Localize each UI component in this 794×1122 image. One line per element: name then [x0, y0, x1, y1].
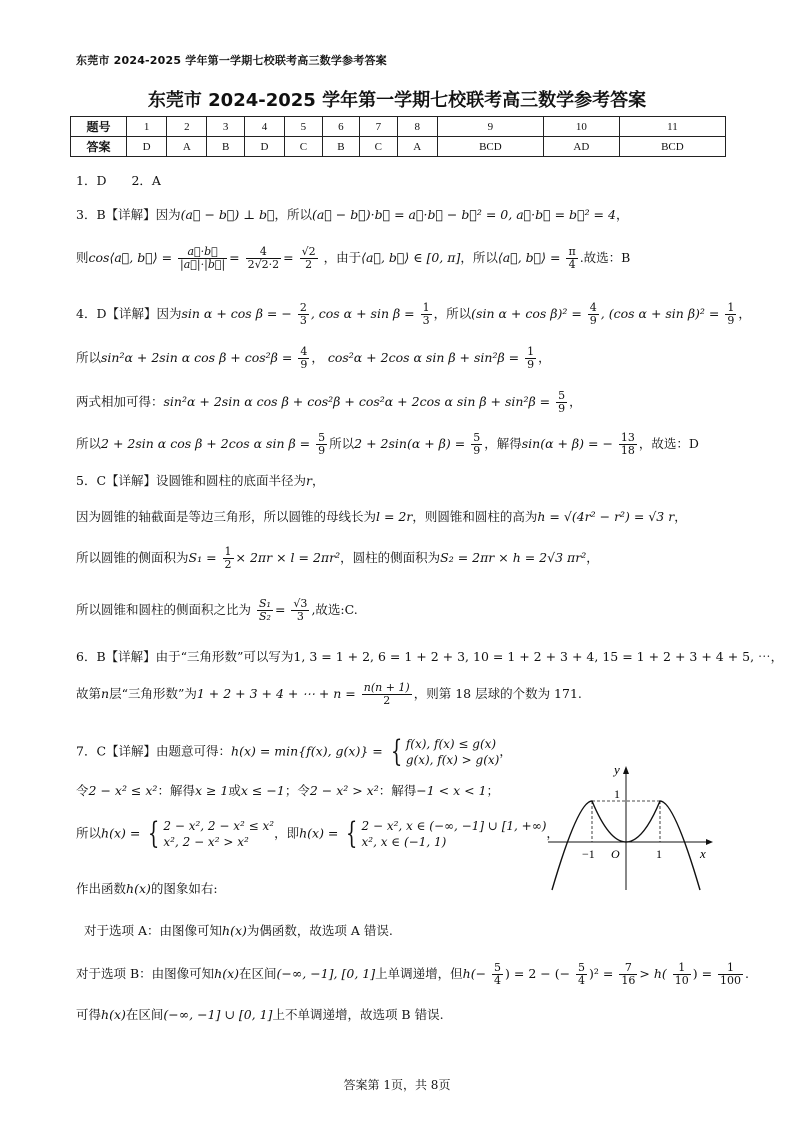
fraction: $\frac{\pi}{4}$ — [568, 245, 576, 271]
q4-line-c — [76, 390, 582, 415]
table-cell: 6 — [322, 117, 359, 137]
table-cell: A — [397, 137, 437, 157]
math: h = √(4r² − r²) = √3 r — [537, 509, 675, 524]
text: 所以圆锥的侧面积为 — [76, 550, 189, 565]
text: .故选：B — [579, 250, 631, 265]
text: . — [745, 966, 750, 981]
q5-line-b — [76, 508, 687, 526]
text: 在区间 — [125, 1007, 164, 1022]
tick-y1: 1 — [614, 787, 620, 801]
piecewise: { 2 − x², 2 − x² ≤ x² x², 2 − x² > x² — [148, 816, 275, 851]
math: > h( — [639, 966, 667, 981]
math: cos²α + 2cos α sin β + sin²β = — [327, 350, 520, 365]
math: = — [274, 602, 286, 617]
text: ,故选:C. — [311, 602, 358, 617]
q6-line-a — [76, 648, 783, 666]
q3-line-a — [76, 206, 628, 224]
text: ， — [770, 649, 784, 664]
text: ，所以 — [433, 306, 472, 321]
header-small-title: 东莞市 2024-2025 学年第一学期七校联考高三数学参考答案 — [76, 54, 387, 67]
x-label: x — [700, 846, 706, 861]
text: ，所以 — [274, 207, 312, 222]
table-row — [71, 117, 726, 137]
fraction: $\frac{1}{10}$ — [674, 961, 689, 987]
fraction: $\frac{a⃗\cdot b⃗}{|a⃗|\cdot|b⃗|}$ — [180, 245, 226, 271]
math: S₂ = 2πr × h = 2√3 πr² — [440, 550, 587, 565]
text: 对于选项 B：由图像可知 — [76, 966, 215, 981]
math: ) = 2 − (− — [505, 966, 571, 981]
text: ， — [674, 509, 687, 524]
row-header: 题号 — [71, 117, 127, 137]
math: −1 < x < 1 — [416, 783, 487, 798]
math: , (cos α + sin β)² = — [600, 306, 720, 321]
text: 5．C【详解】设圆锥和圆柱的底面半径为 — [76, 473, 307, 488]
text: 6．B【详解】由于“三角形数”可以写为 — [76, 649, 294, 664]
q7-line-e — [84, 922, 393, 940]
row-header: 答案 — [71, 137, 127, 157]
fraction: $\frac{1}{100}$ — [720, 961, 742, 987]
tick-pos1: 1 — [656, 847, 662, 861]
math: ⟨a⃗, b⃗⟩ ∈ [0, π] — [361, 250, 461, 265]
q5-line-c — [76, 546, 599, 571]
text: ， — [615, 207, 629, 222]
fraction: $\frac{4}{9}$ — [300, 345, 308, 371]
answer-table — [70, 116, 726, 157]
math: n — [101, 686, 110, 701]
text: ，解得 — [484, 436, 522, 451]
fraction: $\frac{\text{S₁}}{\text{S₂}}$ — [259, 597, 271, 623]
text: 上单调递增，但 — [375, 966, 463, 981]
fraction: $\frac{4}{9}$ — [589, 301, 597, 327]
table-cell: C — [285, 137, 322, 157]
fraction: $\frac{5}{9}$ — [473, 431, 481, 457]
q7-line-g — [76, 1006, 444, 1024]
text: ，圆柱的侧面积为 — [340, 550, 441, 565]
fraction: $\frac{5}{9}$ — [318, 431, 326, 457]
table-cell: 8 — [397, 117, 437, 137]
text: 因为圆锥的轴截面是等边三角形，所以圆锥的母线长为 — [76, 509, 377, 524]
math: sin α + cos β = − — [181, 306, 292, 321]
fraction: $\frac{5}{4}$ — [578, 961, 586, 987]
q7-line-b — [76, 782, 499, 800]
y-axis-arrow — [623, 766, 629, 774]
fraction: $\frac{√3}{3}$ — [293, 597, 308, 623]
fraction: $\frac{1}{3}$ — [422, 301, 430, 327]
table-cell: 11 — [619, 117, 725, 137]
text: 两式相加可得： — [76, 394, 164, 409]
math: r — [306, 473, 313, 488]
text: ，由于 — [323, 250, 362, 265]
x-axis-arrow — [706, 839, 713, 845]
table-cell: 3 — [207, 117, 244, 137]
text: 层“三角形数”为 — [109, 686, 197, 701]
math: (−∞, −1] ∪ [0, 1] — [163, 1007, 273, 1022]
text: 所以 — [76, 825, 102, 841]
text: 所以 — [329, 436, 355, 451]
text: 对于选项 A：由图像可知 — [84, 923, 223, 938]
math: l = 2r — [376, 509, 413, 524]
q4-line-a — [76, 302, 751, 327]
q7-line-c — [76, 818, 559, 850]
table-cell: D — [244, 137, 284, 157]
fraction: $\frac{1}{2}$ — [224, 545, 232, 571]
q3-line-b: 则cos⟨a⃗, b⃗⟩ = $\frac{a⃗\cdot b⃗}{|a⃗|\cdot|b⃗|}$ = $\frac{4}{2√2\cdot 2}$ = $\frac{√2}{2}$ ，由于⟨a⃗, b⃗⟩ ∈ [0, π]，所以⟨a⃗, b⃗⟩ = $\frac{\pi}{4}$ .故选：B — [76, 245, 631, 271]
text: 可得 — [76, 1007, 102, 1022]
table-cell: A — [167, 137, 207, 157]
text: ，故选：D — [638, 436, 699, 451]
math: (a⃗ − b⃗) ⊥ b⃗ — [180, 207, 275, 222]
math: h(x) — [214, 966, 240, 981]
table-cell: AD — [543, 137, 619, 157]
fraction: $\frac{√2}{2}$ — [301, 245, 316, 271]
page-title: 东莞市 2024-2025 学年第一学期七校联考高三数学参考答案 — [147, 90, 647, 111]
math: h(x) — [101, 1007, 126, 1022]
math: sin²α + 2sin α cos β + cos²β = — [101, 350, 293, 365]
answer-line-1-2: 1．D 2．A — [76, 173, 161, 188]
table-cell: BCD — [437, 137, 543, 157]
text: ，则圆锥和圆柱的高为 — [412, 509, 538, 524]
function-graph — [548, 760, 718, 895]
text: 所以圆锥和圆柱的侧面积之比为 — [76, 602, 252, 617]
piecewise: { f(x), f(x) ≤ g(x) g(x), f(x) > g(x) — [390, 734, 500, 769]
text: 为偶函数，故选项 A 错误. — [246, 923, 393, 938]
table-cell: 1 — [127, 117, 167, 137]
y-label: y — [614, 762, 620, 777]
text: ：解得 — [157, 783, 195, 798]
math: sin(α + β) = − — [521, 436, 613, 451]
table-cell: 7 — [360, 117, 397, 137]
text: ， — [569, 394, 582, 409]
text: ， — [538, 350, 551, 365]
table-row — [71, 137, 726, 157]
fraction: $\frac{5}{4}$ — [494, 961, 502, 987]
math: x ≤ −1 — [240, 783, 285, 798]
math: h(− — [462, 966, 487, 981]
q4-line-b: 所以sin²α + 2sin α cos β + cos²β = $\frac{4}{9}$ ， cos²α + 2cos α sin β + sin²β = $\frac{1}{9}$ ， — [76, 345, 551, 371]
math: (a⃗ − b⃗)·b⃗ = a⃗·b⃗ − b⃗² = 0, a⃗·b⃗ = b⃗² = 4 — [312, 207, 616, 222]
fraction: $\frac{5}{9}$ — [558, 389, 566, 415]
math: S₁ = — [188, 550, 217, 565]
table-cell: B — [207, 137, 244, 157]
fraction: $\frac{1}{9}$ — [727, 301, 735, 327]
text: ， — [586, 550, 599, 565]
math: h(x) — [222, 923, 247, 938]
math: , cos α + sin β = — [310, 306, 415, 321]
text: 故第 — [76, 686, 102, 701]
piecewise: { 2 − x², x ∈ (−∞, −1] ∪ [1, +∞) x², x ∈ (−1, 1) — [346, 816, 547, 851]
page-footer: 答案第 1页，共 8页 — [343, 1078, 451, 1092]
text: 的图象如右: — [150, 881, 218, 896]
math: 2 − x² ≤ x² — [88, 783, 158, 798]
math: ⟨a⃗, b⃗⟩ = — [497, 250, 561, 265]
math: × 2πr × l = 2πr² — [235, 550, 341, 565]
text: 所以 — [76, 436, 102, 451]
text: ； — [486, 783, 500, 798]
q7-line-a — [76, 736, 512, 768]
math: (−∞, −1], [0, 1] — [276, 966, 376, 981]
table-cell: C — [360, 137, 397, 157]
table-cell: 10 — [543, 117, 619, 137]
text: ， — [312, 473, 325, 488]
math: cos⟨a⃗, b⃗⟩ = — [88, 250, 173, 265]
table-cell: B — [322, 137, 359, 157]
text: 作出函数 — [76, 881, 127, 896]
math: sin²α + 2sin α cos β + cos²β + cos²α + 2cos α sin β + sin²β = — [163, 394, 551, 409]
q7-line-f — [76, 962, 749, 987]
q4-line-d — [76, 432, 699, 457]
text: ， — [738, 306, 751, 321]
math: )² = — [589, 966, 614, 981]
fraction: $\frac{2}{3}$ — [299, 301, 307, 327]
math: 2 − x² > x² — [309, 783, 379, 798]
math: 1, 3 = 1 + 2, 6 = 1 + 2 + 3, 10 = 1 + 2 + 3 + 4, 15 = 1 + 2 + 3 + 4 + 5, ⋯ — [293, 649, 771, 664]
text: 3．B【详解】因为 — [76, 207, 181, 222]
math: h(x) = min{f(x), g(x)} = — [231, 743, 383, 759]
q5-line-d — [76, 598, 358, 623]
math: 2 + 2sin α cos β + 2cos α sin β = — [101, 436, 311, 451]
text: ，即 — [274, 825, 300, 841]
fraction: $\frac{n(n + 1)}{2}$ — [363, 681, 410, 707]
text: 则 — [76, 250, 89, 265]
text: ；令 — [284, 783, 310, 798]
math: h(x) — [126, 881, 151, 896]
text: ：解得 — [378, 783, 417, 798]
math: x ≥ 1 — [194, 783, 229, 798]
tick-neg1: −1 — [582, 847, 595, 861]
fraction: $\frac{1}{9}$ — [527, 345, 535, 371]
math: ) = — [692, 966, 713, 981]
text: 或 — [228, 783, 241, 798]
text: 令 — [76, 783, 89, 798]
fraction: $\frac{13}{18}$ — [620, 431, 635, 457]
q5-line-a — [76, 472, 325, 490]
table-cell: 9 — [437, 117, 543, 137]
math: 2 + 2sin(α + β) = — [354, 436, 466, 451]
text: ，则第 18 层球的个数为 171. — [413, 686, 582, 701]
math: 1 + 2 + 3 + 4 + ⋯ + n = — [196, 686, 356, 701]
text: ，所以 — [460, 250, 498, 265]
origin-label: O — [611, 847, 620, 861]
table-cell: 4 — [244, 117, 284, 137]
q6-line-b — [76, 682, 582, 707]
table-cell: D — [127, 137, 167, 157]
text: 7．C【详解】由题意可得： — [76, 743, 232, 759]
text: ， — [499, 743, 512, 759]
math: (sin α + cos β)² = — [471, 306, 582, 321]
fraction: $\frac{7}{16}$ — [621, 961, 636, 987]
text: ， — [546, 825, 559, 841]
table-cell: 5 — [285, 117, 322, 137]
fraction: $\frac{4}{2√2\cdot 2}$ — [247, 245, 280, 271]
text: 4．D【详解】因为 — [76, 306, 182, 321]
text: 在区间 — [239, 966, 277, 981]
math: h(x) = — [101, 825, 141, 841]
text: 所以 — [76, 350, 102, 365]
q7-line-d — [76, 880, 218, 898]
table-cell: 2 — [167, 117, 207, 137]
text: 上不单调递增，故选项 B 错误. — [272, 1007, 444, 1022]
table-cell: BCD — [619, 137, 725, 157]
math: h(x) = — [299, 825, 339, 841]
